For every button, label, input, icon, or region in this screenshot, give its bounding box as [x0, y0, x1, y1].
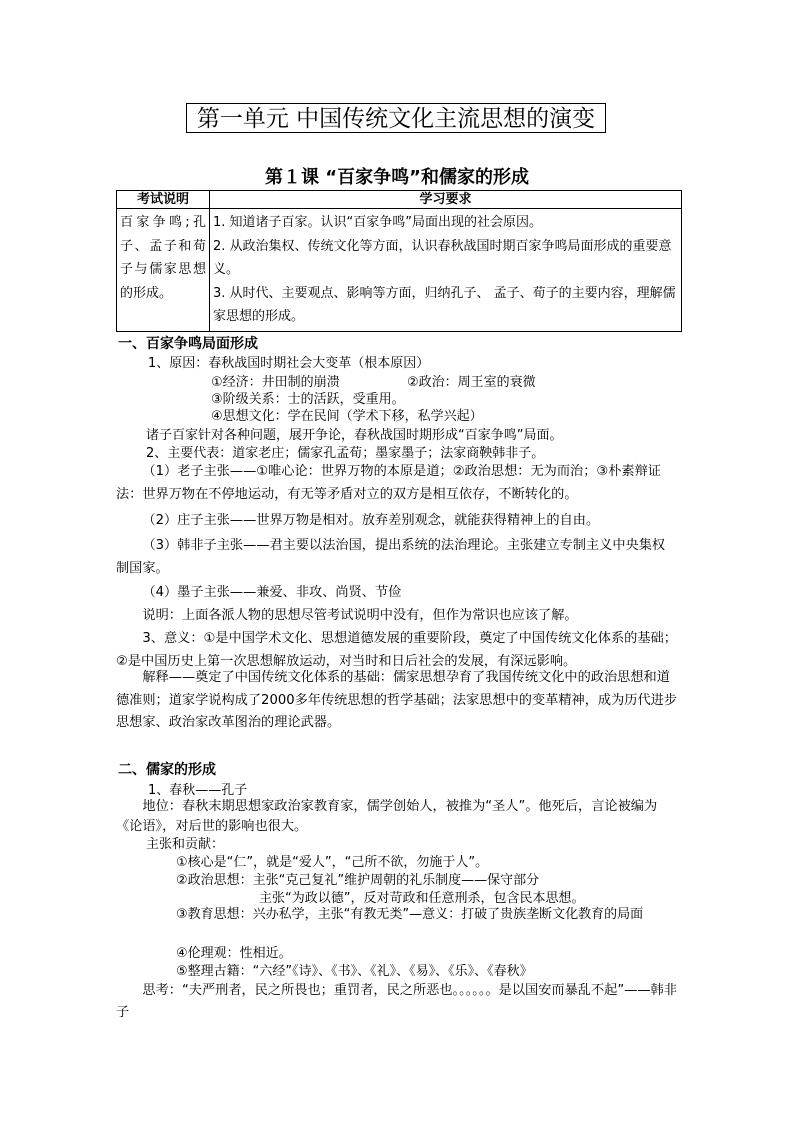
table-header-requirements: 学习要求 — [210, 191, 682, 209]
cause-class: ③阶级关系：士的活跃，受重用。 — [211, 392, 405, 407]
requirements-table — [116, 190, 682, 332]
table-cell-exam: 百家争鸣;孔子、孟子和荀子与儒家思想的形成。 — [117, 209, 210, 332]
item-classics: ⑤整理古籍：“六经”《诗》、《书》、《礼》、《易》、《乐》、《春秋》 — [176, 964, 533, 979]
item-core: ①核心是“仁”，就是“爱人”，“己所不欲，勿施于人”。 — [176, 855, 489, 870]
item-politics: ②政治思想：主张“克己复礼”维护周朝的礼乐制度——保守部分 — [176, 873, 540, 888]
requirement-item: 1. 知道诸子百家。认识“百家争鸣”局面出现的社会原因。 — [213, 215, 543, 230]
section-heading: 一、百家争鸣局面形成 — [118, 336, 258, 352]
requirement-item: 2. 从政治集权、传统文化等方面，认识春秋战国时期百家争鸣局面形成的重要意义。 — [213, 238, 672, 277]
section-heading: 二、儒家的形成 — [118, 762, 216, 778]
item-education-text: ③教育思想：兴办私学，主张“有教无类”—意义：打破了贵族垄断文化教育的局面 — [176, 907, 644, 922]
explanation-paragraph: 解释——奠定了中国传统文化体系的基础：儒家思想孕育了我国传统文化中的政治思想和道德准则；道家学说构成了2000多年传统思想的哲学基础；法家思想中的变革精神，成为历代进步思想家、政治家改革图治的理论武器。 — [116, 670, 678, 730]
think-paragraph: 思考：“夫严刑者，民之所畏也；重罚者，民之所恶也。。。。。。是以国安而暴乱不起”——韩非子 — [116, 983, 677, 1020]
representatives-line: 2、主要代表：道家老庄；儒家孔孟荀；墨家墨子；法家商鞅韩非子。 — [146, 446, 545, 461]
cause-culture: ④思想文化：学在民间（学术下移，私学兴起） — [211, 409, 483, 424]
cause-line: 1、原因：春秋战国时期社会大变革（根本原因） — [148, 356, 430, 371]
zhuangzi-paragraph: （2）庄子主张——世界万物是相对。放弃差别观念，就能获得精神上的自由。 — [142, 513, 600, 528]
item-ethics: ④伦理观：性相近。 — [176, 946, 292, 961]
item-education — [176, 905, 680, 924]
confucius-heading: 1、春秋——孔子 — [148, 783, 248, 798]
laozi-paragraph: （1）老子主张——①唯心论：世界万物的本原是道；②政治思想：无为而治；③朴素辩证法：世界万物在不停地运动，有无等矛盾对立的双方是相互依存，不断转化的。 — [116, 464, 661, 502]
mozi-paragraph: （4）墨子主张——兼爱、非攻、尚贤、节俭 — [142, 585, 402, 600]
status-paragraph: 地位：春秋末期思想家政治家教育家，儒学创始人，被推为“圣人”。他死后，言论被编为《论语》，对后世的影响也很大。 — [116, 799, 658, 834]
item-politics-2: 主张“为政以德”，反对苛政和任意刑杀，包含民本思想。 — [259, 891, 585, 906]
table-header-exam: 考试说明 — [117, 191, 210, 209]
table-cell-requirements — [210, 209, 682, 332]
note-paragraph: 说明：上面各派人物的思想尽管考试说明中没有，但作为常识也应该了解。 — [142, 608, 578, 623]
cause-economy: ①经济：井田制的崩溃 — [211, 375, 340, 390]
contributions-label: 主张和贡献： — [146, 837, 225, 852]
summary-line: 诸子百家针对各种问题，展开争论，春秋战国时期形成“百家争鸣”局面。 — [146, 428, 563, 443]
cause-politics: ②政治：周王室的衰微 — [407, 375, 536, 390]
hanfeizi-paragraph: （3）韩非子主张——君主要以法治国，提出系统的法治理论。主张建立专制主义中央集权制国家。 — [116, 538, 666, 576]
lesson-title: 第１课 “百家争鸣”和儒家的形成 — [265, 167, 529, 188]
requirement-item: 3. 从时代、主要观点、影响等方面，归纳孔子、 孟子、荀子的主要内容，理解儒家思想的形成。 — [213, 285, 676, 324]
unit-title: 第一单元 中国传统文化主流思想的演变 — [186, 103, 606, 133]
significance-paragraph: 3、意义：①是中国学术文化、思想道德发展的重要阶段，奠定了中国传统文化体系的基础；②是中国历史上第一次思想解放运动，对当时和日后社会的发展，有深远影响。 — [116, 631, 677, 669]
